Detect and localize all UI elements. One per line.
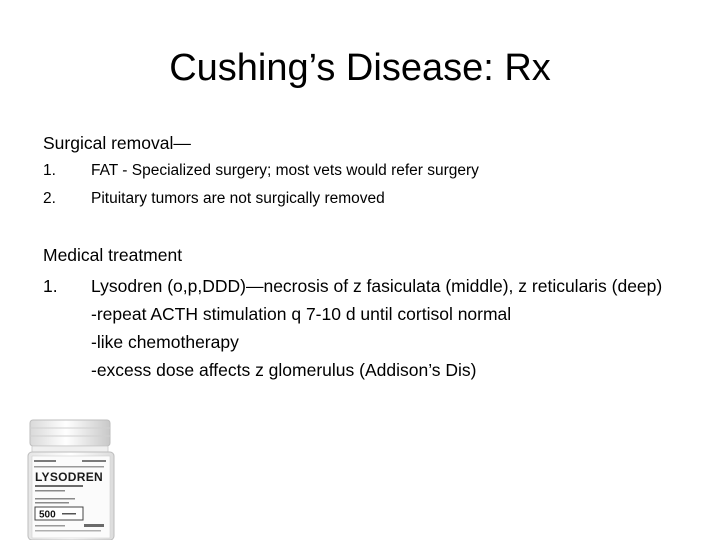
lysodren-bottle-image xyxy=(22,418,120,540)
list-number: 2. xyxy=(43,190,56,207)
list-text: Pituitary tumors are not surgically removed xyxy=(91,190,385,207)
surgical-list-item-1 xyxy=(43,161,680,181)
list-text xyxy=(91,272,680,384)
overdose-line: -excess dose affects z glomerulus (Addison’s Dis) xyxy=(91,360,477,380)
chemotherapy-line: -like chemotherapy xyxy=(91,332,239,352)
list-text: FAT - Specialized surgery; most vets would refer surgery xyxy=(91,162,479,179)
medical-treatment-heading: Medical treatment xyxy=(43,245,183,265)
surgical-removal-heading: Surgical removal— xyxy=(43,133,191,153)
monitoring-line: -repeat ACTH stimulation q 7-10 d until cortisol normal xyxy=(91,304,512,324)
list-number: 1. xyxy=(43,162,56,179)
surgical-list-item-2 xyxy=(43,189,680,209)
drug-description-line: Lysodren (o,p,DDD)—necrosis of z fasiculata (middle), z reticularis (deep) xyxy=(91,276,663,296)
medical-list-item-1 xyxy=(43,272,680,384)
slide-title: Cushing’s Disease: Rx xyxy=(169,47,551,89)
bottle-brand-text: LYSODREN xyxy=(35,470,103,484)
list-number: 1. xyxy=(43,276,58,296)
bottle-dose-text: 500 xyxy=(39,509,56,521)
